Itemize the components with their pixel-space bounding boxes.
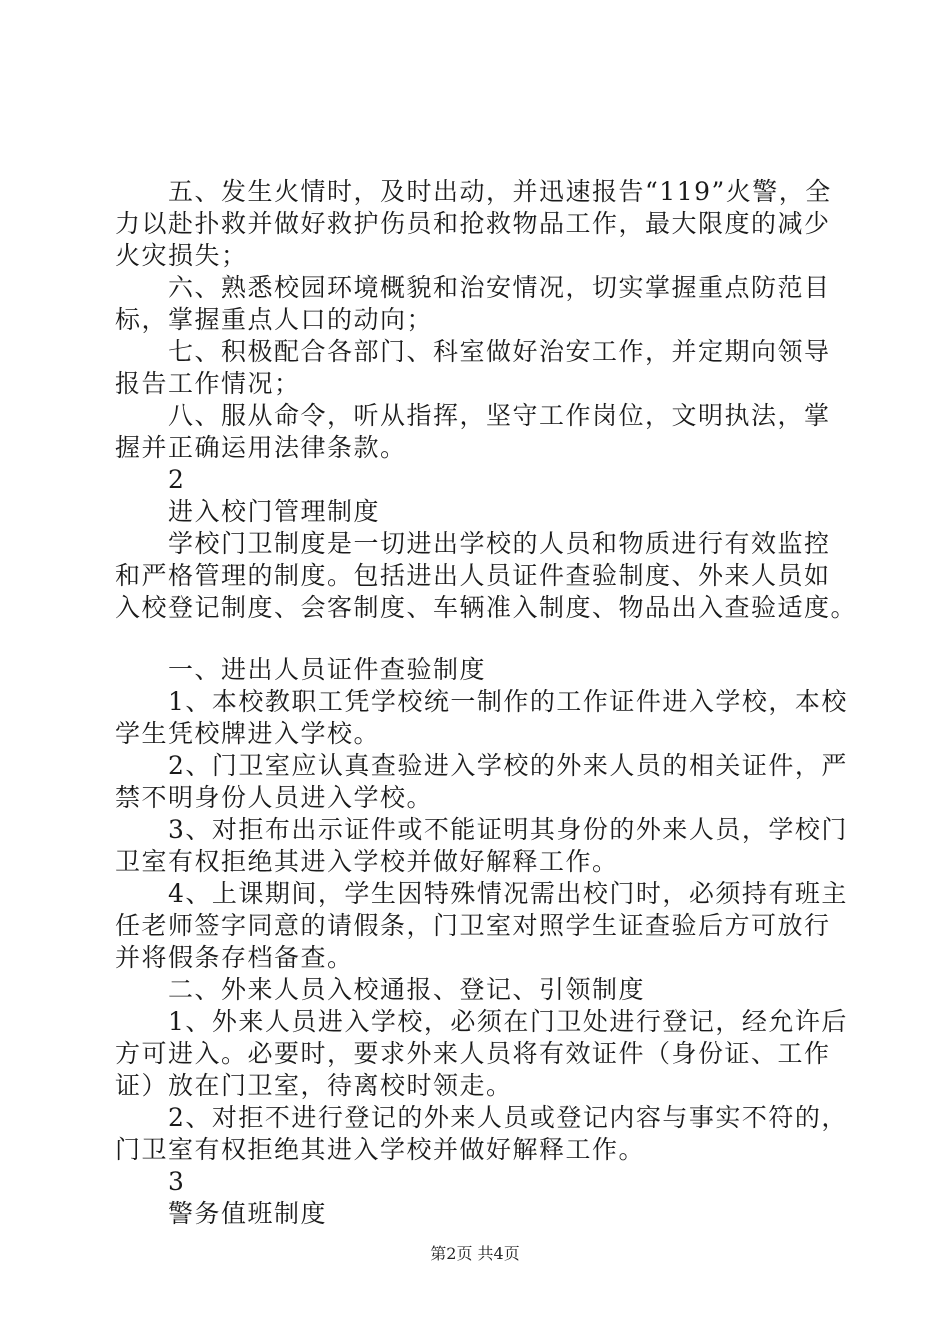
text-line: 五、发生火情时，及时出动，并迅速报告“119”火警，全: [115, 177, 832, 206]
section-heading: 进入校门管理制度: [115, 497, 381, 526]
text-line: 1、本校教职工凭学校统一制作的工作证件进入学校，本校: [115, 687, 848, 716]
text-line: 2、对拒不进行登记的外来人员或登记内容与事实不符的，: [115, 1103, 848, 1132]
text-line: 方可进入。必要时，要求外来人员将有效证件（身份证、工作: [115, 1039, 831, 1068]
text-line: 六、熟悉校园环境概貌和治安情况，切实掌握重点防范目: [115, 273, 831, 302]
text-line: 证）放在门卫室，待离校时领走。: [115, 1071, 513, 1100]
text-line: 七、积极配合各部门、科室做好治安工作，并定期向领导: [115, 337, 831, 366]
text-line: 火灾损失；: [115, 241, 248, 270]
text-line: 八、服从命令，听从指挥，坚守工作岗位，文明执法，掌: [115, 401, 831, 430]
text-line: 学校门卫制度是一切进出学校的人员和物质进行有效监控: [115, 529, 831, 558]
text-line: 力以赴扑救并做好救护伤员和抢救物品工作，最大限度的减少: [115, 209, 831, 238]
text-line: 2、门卫室应认真查验进入学校的外来人员的相关证件，严: [115, 751, 848, 780]
page-marker: 2: [115, 465, 186, 494]
text-line: 3、对拒布出示证件或不能证明其身份的外来人员，学校门: [115, 815, 848, 844]
text-line: 4、上课期间，学生因特殊情况需出校门时，必须持有班主: [115, 879, 848, 908]
text-line: 学生凭校牌进入学校。: [115, 719, 381, 748]
section-heading: 警务值班制度: [115, 1199, 328, 1228]
subsection-heading: 二、外来人员入校通报、登记、引领制度: [115, 975, 646, 1004]
text-line: 门卫室有权拒绝其进入学校并做好解释工作。: [115, 1135, 646, 1164]
text-line: 1、外来人员进入学校，必须在门卫处进行登记，经允许后: [115, 1007, 848, 1036]
text-line: 入校登记制度、会客制度、车辆准入制度、物品出入查验适度。: [115, 593, 858, 622]
text-line: 并将假条存档备查。: [115, 943, 354, 972]
subsection-heading: 一、进出人员证件查验制度: [115, 655, 487, 684]
page-marker: 3: [115, 1167, 186, 1196]
text-line: 握并正确运用法律条款。: [115, 433, 407, 462]
page-footer: 第2页 共4页: [430, 1244, 520, 1263]
text-line: 卫室有权拒绝其进入学校并做好解释工作。: [115, 847, 619, 876]
text-line: 报告工作情况；: [115, 369, 301, 398]
text-line: 禁不明身份人员进入学校。: [115, 783, 434, 812]
text-line: 任老师签字同意的请假条，门卫室对照学生证查验后方可放行: [115, 911, 831, 940]
text-line: 和严格管理的制度。包括进出人员证件查验制度、外来人员如: [115, 561, 831, 590]
text-line: 标，掌握重点人口的动向；: [115, 305, 434, 334]
